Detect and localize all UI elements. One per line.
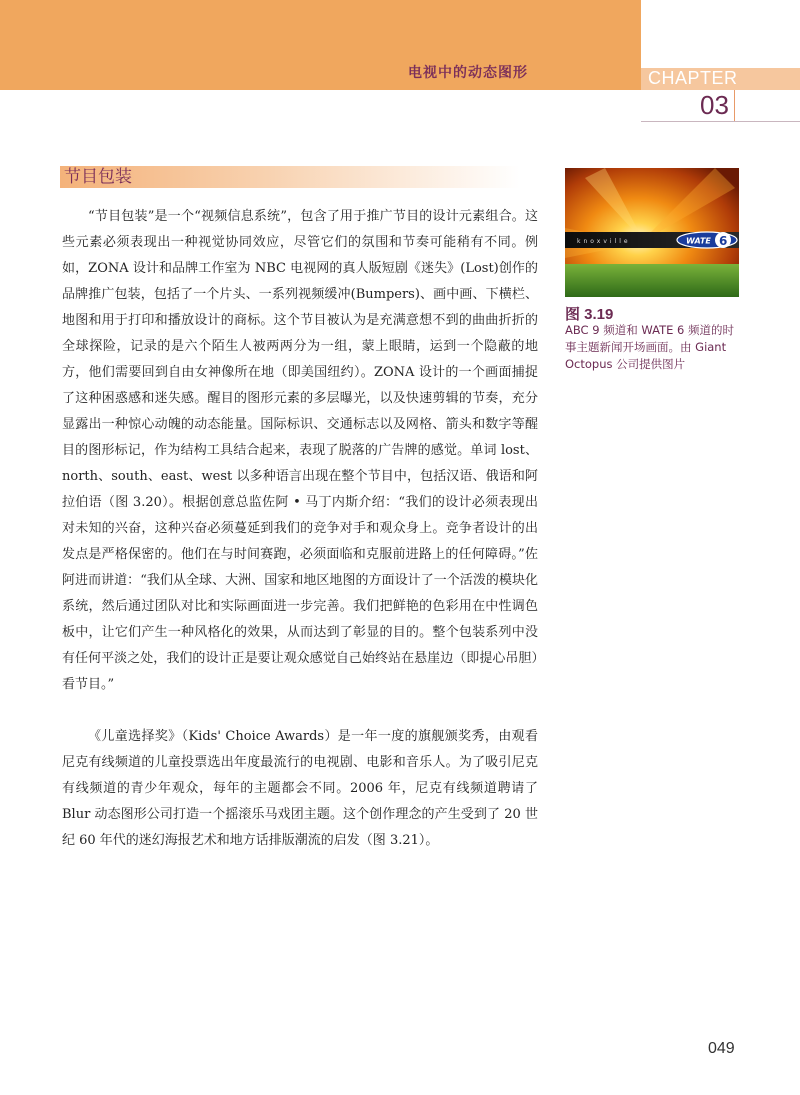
figure-image <box>565 168 739 297</box>
figure-label: 图 3.19 <box>565 306 614 323</box>
paragraph: “节目包装”是一个“视频信息系统”，包含了用于推广节目的设计元素组合。这些元素必须表现出一种视觉协同效应，尽管它们的氛围和节奏可能稍有不同。例如，ZONA 设计和品牌工作室为 NBC 电视网的真人版短剧《迷失》(Lost)创作的品牌推广包装，包括了一个片头、一系列视频缓冲(Bumpers)、画中画、下横栏、地图和用于打印和播放设计的商标。这个节目被认为是充满意想不到的曲曲折折的全球探险，记录的是六个陌生人被两两分为一组，蒙上眼睛，运到一个隐蔽的地方，他们需要回到自由女神像所在地（即美国纽约）。ZONA 设计的一个画面捕捉了这种困惑感和迷失感。醒目的图形元素的多层曝光，以及快速剪辑的节奏，充分显露出一种惊心动魄的动态能量。国际标识、交通标志以及网格、箭头和数字等醒目的图形标记，作为结构工具结合起来，表现了脱落的广告牌的感觉。单词 lost、north、south、east、west 以多种语言出现在整个节目中，包括汉语、俄语和阿拉伯语（图 3.20）。根据创意总监佐阿 • 马丁内斯介绍：“我们的设计必须表现出对未知的兴奋，这种兴奋必须蔓延到我们的竞争对手和观众身上。竞争者设计的出发点是严格保密的。他们在与时间赛跑，必须面临和克服前进路上的任何障碍。”佐阿进而讲道：“我们从全球、大洲、国家和地区地图的方面设计了一个活泼的模块化系统，然后通过团队对比和实际画面进一步完善。我们把鲜艳的色彩用在中性调色板中，让它们产生一种风格化的效果，从而达到了彰显的目的。整个包装系列中没有任何平淡之处，我们的设计正是要让观众感觉自己始终站在悬崖边（即提心吊胆）看节目。” <box>62 209 538 692</box>
page-number: 049 <box>708 1040 735 1057</box>
channel-number: 6 <box>719 234 728 248</box>
chapter-divider-vertical <box>734 90 735 122</box>
section-heading <box>60 166 520 188</box>
chapter-label: CHAPTER <box>648 68 738 88</box>
paragraph: 《儿童选择奖》（Kids' Choice Awards）是一年一度的旗舰颁奖秀，由观看尼克有线频道的儿童投票选出年度最流行的电视剧、电影和音乐人。为了吸引尼克有线频道的青少年观众，每年的主题都会不同。2006 年，尼克有线频道聘请了 Blur 动态图形公司打造一个摇滚乐马戏团主题。这个创作理念的产生受到了 20 世纪 60 年代的迷幻海报艺术和地方话排版潮流的启发（图 3.21）。 <box>62 729 538 848</box>
wate-logo: WATE <box>686 236 711 246</box>
chapter-number: 03 <box>700 90 729 120</box>
header-band <box>0 0 641 90</box>
knoxville-text: knoxville <box>577 238 631 245</box>
figure-caption: ABC 9 频道和 WATE 6 频道的时事主题新闻开场画面。由 Giant Octopus 公司提供图片 <box>565 323 735 371</box>
body-text <box>62 204 538 854</box>
running-title: 电视中的动态图形 <box>408 65 528 81</box>
section-title: 节目包装 <box>64 167 132 187</box>
chapter-divider-horizontal <box>641 121 800 122</box>
